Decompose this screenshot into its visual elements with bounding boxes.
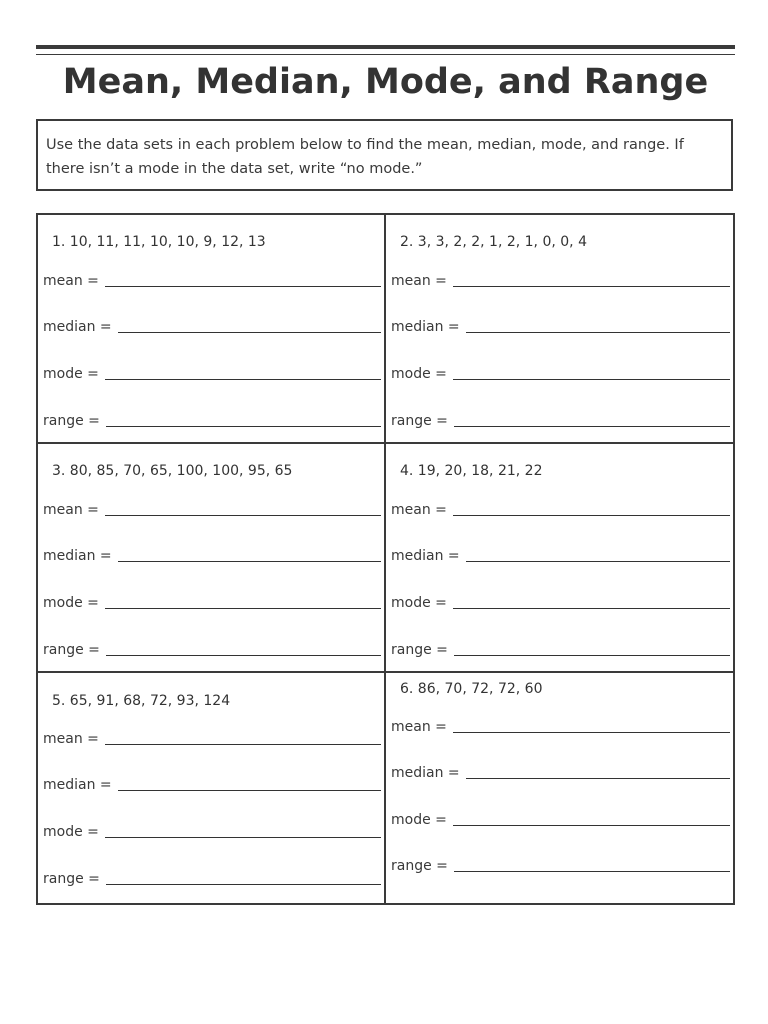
problem-2 bbox=[386, 215, 733, 444]
mean-label: mean = bbox=[43, 731, 99, 747]
mean-answer-line[interactable] bbox=[453, 732, 730, 733]
median-answer-line[interactable] bbox=[466, 778, 730, 779]
range-answer-line[interactable] bbox=[106, 655, 381, 656]
problem-3 bbox=[38, 444, 386, 673]
mode-label: mode = bbox=[43, 595, 99, 611]
page-title: Mean, Median, Mode, and Range bbox=[62, 62, 709, 102]
mode-label: mode = bbox=[391, 812, 447, 828]
problem-5-median-field[interactable] bbox=[43, 771, 381, 793]
problem-1-median-field[interactable] bbox=[43, 313, 381, 335]
problem-3-mode-field[interactable] bbox=[43, 589, 381, 611]
mean-answer-line[interactable] bbox=[453, 286, 730, 287]
mean-label: mean = bbox=[43, 273, 99, 289]
mean-answer-line[interactable] bbox=[105, 744, 381, 745]
range-label: range = bbox=[391, 642, 448, 658]
mean-answer-line[interactable] bbox=[105, 286, 381, 287]
problem-6-mode-field[interactable] bbox=[391, 806, 730, 828]
range-label: range = bbox=[43, 642, 100, 658]
problem-6-median-field[interactable] bbox=[391, 759, 730, 781]
instructions-text: Use the data sets in each problem below to find the mean, median, mode, and range. If there isn’t a mode in the data set, write “no mode.” bbox=[46, 137, 684, 177]
problem-1-mean-field[interactable] bbox=[43, 267, 381, 289]
median-answer-line[interactable] bbox=[118, 332, 381, 333]
mean-answer-line[interactable] bbox=[453, 515, 730, 516]
mode-label: mode = bbox=[391, 366, 447, 382]
problem-grid bbox=[36, 213, 735, 905]
problem-4-median-field[interactable] bbox=[391, 542, 730, 564]
problem-2-range-field[interactable] bbox=[391, 407, 730, 429]
problem-6 bbox=[386, 673, 733, 903]
range-answer-line[interactable] bbox=[454, 871, 730, 872]
mode-label: mode = bbox=[43, 824, 99, 840]
problem-1-mode-field[interactable] bbox=[43, 360, 381, 382]
median-answer-line[interactable] bbox=[118, 790, 381, 791]
median-answer-line[interactable] bbox=[466, 332, 730, 333]
mode-answer-line[interactable] bbox=[453, 825, 730, 826]
problem-1-data-set: 1. 10, 11, 11, 10, 10, 9, 12, 13 bbox=[52, 234, 266, 250]
problem-5-range-field[interactable] bbox=[43, 865, 381, 887]
median-answer-line[interactable] bbox=[466, 561, 730, 562]
problem-3-median-field[interactable] bbox=[43, 542, 381, 564]
median-label: median = bbox=[43, 319, 112, 335]
range-label: range = bbox=[391, 858, 448, 874]
mean-label: mean = bbox=[391, 502, 447, 518]
problem-4-data-set: 4. 19, 20, 18, 21, 22 bbox=[400, 463, 543, 479]
mode-answer-line[interactable] bbox=[453, 379, 730, 380]
problem-5 bbox=[38, 673, 386, 903]
problem-4-mean-field[interactable] bbox=[391, 496, 730, 518]
range-label: range = bbox=[43, 413, 100, 429]
mode-answer-line[interactable] bbox=[105, 837, 381, 838]
problem-2-mode-field[interactable] bbox=[391, 360, 730, 382]
problem-6-mean-field[interactable] bbox=[391, 713, 730, 735]
mode-answer-line[interactable] bbox=[105, 379, 381, 380]
median-label: median = bbox=[391, 765, 460, 781]
range-answer-line[interactable] bbox=[454, 426, 730, 427]
mean-label: mean = bbox=[43, 502, 99, 518]
problem-6-data-set: 6. 86, 70, 72, 72, 60 bbox=[400, 681, 543, 697]
mean-answer-line[interactable] bbox=[105, 515, 381, 516]
median-label: median = bbox=[43, 777, 112, 793]
range-answer-line[interactable] bbox=[106, 426, 381, 427]
mode-answer-line[interactable] bbox=[105, 608, 381, 609]
instructions-box bbox=[36, 119, 733, 191]
median-answer-line[interactable] bbox=[118, 561, 381, 562]
range-label: range = bbox=[43, 871, 100, 887]
problem-2-median-field[interactable] bbox=[391, 313, 730, 335]
title-rule-thin bbox=[36, 54, 735, 55]
problem-3-range-field[interactable] bbox=[43, 636, 381, 658]
mean-label: mean = bbox=[391, 719, 447, 735]
problem-5-mean-field[interactable] bbox=[43, 725, 381, 747]
range-answer-line[interactable] bbox=[454, 655, 730, 656]
problem-3-mean-field[interactable] bbox=[43, 496, 381, 518]
problem-5-mode-field[interactable] bbox=[43, 818, 381, 840]
problem-4-range-field[interactable] bbox=[391, 636, 730, 658]
problem-3-data-set: 3. 80, 85, 70, 65, 100, 100, 95, 65 bbox=[52, 463, 293, 479]
problem-4 bbox=[386, 444, 733, 673]
range-answer-line[interactable] bbox=[106, 884, 381, 885]
problem-6-range-field[interactable] bbox=[391, 852, 730, 874]
range-label: range = bbox=[391, 413, 448, 429]
problem-2-data-set: 2. 3, 3, 2, 2, 1, 2, 1, 0, 0, 4 bbox=[400, 234, 587, 250]
median-label: median = bbox=[391, 548, 460, 564]
title-rule-thick bbox=[36, 45, 735, 49]
median-label: median = bbox=[391, 319, 460, 335]
problem-5-data-set: 5. 65, 91, 68, 72, 93, 124 bbox=[52, 693, 231, 709]
problem-1-range-field[interactable] bbox=[43, 407, 381, 429]
problem-1 bbox=[38, 215, 386, 444]
median-label: median = bbox=[43, 548, 112, 564]
mean-label: mean = bbox=[391, 273, 447, 289]
mode-label: mode = bbox=[43, 366, 99, 382]
mode-label: mode = bbox=[391, 595, 447, 611]
mode-answer-line[interactable] bbox=[453, 608, 730, 609]
problem-4-mode-field[interactable] bbox=[391, 589, 730, 611]
problem-2-mean-field[interactable] bbox=[391, 267, 730, 289]
